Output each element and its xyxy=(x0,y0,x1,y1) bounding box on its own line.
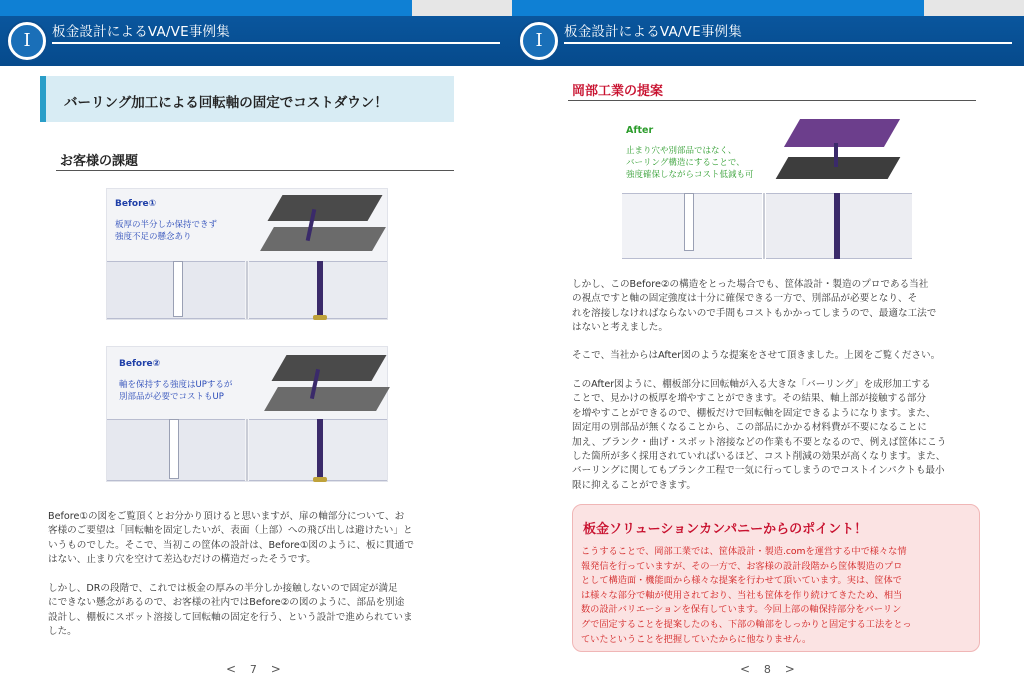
page-header xyxy=(0,0,512,66)
subtitle-box xyxy=(40,76,454,122)
plate-lower xyxy=(264,387,390,411)
next-page-button[interactable]: > xyxy=(270,662,281,676)
figure-label: Before② xyxy=(119,359,161,369)
pager-left xyxy=(226,662,281,676)
body-paragraph-2: そこで、当社からはAfter図のような提案をさせて頂きました。上図をご覧ください。 xyxy=(572,350,941,361)
header-grey-tab xyxy=(412,0,512,16)
figure-after xyxy=(622,115,912,260)
header-top-strip xyxy=(512,0,1024,16)
chapter-badge: I xyxy=(8,22,46,60)
header-grey-tab xyxy=(924,0,1024,16)
page-number: 7 xyxy=(249,663,257,676)
figure-divider xyxy=(763,193,765,259)
body-paragraph-2: しかし、DRの段階で、これでは板金の厚みの半分しか接触しないので固定が満足 にできない懸念があるので、お客様の社内ではBefore②の図のように、部品を別途 設計し、棚板にスポット溶接して回転軸の固定を行う、という設計で進められていま した。 xyxy=(48,583,413,638)
plate-lower xyxy=(260,227,386,251)
figure-note: 板厚の半分しか保持できず 強度不足の懸念あり xyxy=(115,220,218,242)
section-post xyxy=(173,261,183,317)
figure-note: 軸を保持する強度はUPするが 別部品が必要でコストもUP xyxy=(119,380,233,402)
header-title: 板金設計によるVA/VE事例集 xyxy=(564,24,742,40)
figure-divider xyxy=(246,419,248,481)
figure-label: Before① xyxy=(115,199,157,209)
chapter-badge: I xyxy=(520,22,558,60)
body-paragraph-3: このAfter図ように、棚板部分に回転軸が入る大きな「バーリング」を成形加工する ことで、見かけの板厚を増やすことができます。その結果、軸上部が接触する部分 を増やすことができるので、棚板だけで回転軸を固定できるようになります。また、 固定用の別部品が無くなることから、この部品にかかる材料費が不要になることに 加え、ブランク・曲げ・スポット溶接などの作業も不要となるので、例えば筐体にこう した箇所が多く採用されていればいるほど、コスト削減の効果が高くなります。また、 バーリングに関してもブランク工程で一気に行ってしまうのでコストインパクトも最小 限に抑えることができます。 xyxy=(572,379,947,491)
plate-upper xyxy=(267,195,382,221)
section-title: お客様の課題 xyxy=(60,154,139,169)
point-text: こうすることで、岡部工業では、筐体設計・製造.comを運営する中で様々な情 報発信を行っていますが、その一方で、お客様の設計段階から筐体製造のプロ として構造面・機能面から様々な提案を行わせて頂いています。実は、筐体で は様々な部分で軸が使用されており、当社も筐体を作り続けてきたため、相当 数の設計バリエーションを保有しています。今回上部の軸保持部分をバーリン グで固定することを提案したのも、下部の軸部をしっかりと固定する工法をとっ ていたということを把握していたからに他なりません。 xyxy=(581,546,912,645)
page-header xyxy=(512,0,1024,66)
plate-upper xyxy=(784,119,900,147)
pager-right xyxy=(740,662,795,676)
figure-before-2 xyxy=(106,346,388,482)
point-title: 板金ソリューションカンパニーからのポイント！ xyxy=(583,522,868,537)
plate-upper xyxy=(271,355,386,381)
page-number: 8 xyxy=(763,663,771,676)
figure-divider xyxy=(246,261,248,319)
subtitle-text: バーリング加工による回転軸の固定でコストダウン！ xyxy=(64,95,388,111)
header-rule xyxy=(52,42,500,44)
shaft-cutaway xyxy=(834,193,840,259)
header-rule xyxy=(564,42,1012,44)
section-rule xyxy=(56,170,454,171)
next-page-button[interactable]: > xyxy=(784,662,795,676)
prev-page-button[interactable]: < xyxy=(740,662,751,676)
point-callout-box xyxy=(572,504,980,652)
body-paragraph-1: しかし、このBefore②の構造をとった場合でも、筐体設計・製造のプロである当社 の視点ですと軸の固定強度は十分に確保できる一方で、別部品が必要となり、そ れを溶接しなければならないので手間もコストもかかってしまうので、最適な工法で はないと考えました。 xyxy=(572,279,937,334)
shaft-cutaway xyxy=(317,419,323,479)
shaft-foot xyxy=(313,477,327,482)
plate-lower xyxy=(776,157,901,179)
section-post xyxy=(169,419,179,479)
page-right xyxy=(512,0,1024,682)
header-title: 板金設計によるVA/VE事例集 xyxy=(52,24,230,40)
shaft-cutaway xyxy=(317,261,323,317)
figure-note: 止まり穴や別部品ではなく、 バーリング構造にすることで、 強度確保しながらコスト低減も可 xyxy=(626,146,754,180)
header-top-strip xyxy=(0,0,512,16)
body-paragraph-1: Before①の図をご覧頂くとお分かり頂けると思いますが、扉の軸部分について、お 客様のご要望は「回転軸を固定したいが、表面（上部）への飛び出しは避けたい」と いうものでした。そこで、当初この筐体の設計は、Before①図のように、板に貫通で はない、止まり穴を空けて差込むだけの構造だったそうです。 xyxy=(48,511,414,566)
shaft xyxy=(834,143,838,167)
figure-before-1 xyxy=(106,188,388,320)
section-post xyxy=(684,193,694,251)
section-title: 岡部工業の提案 xyxy=(572,84,664,99)
figure-label: After xyxy=(626,125,654,136)
prev-page-button[interactable]: < xyxy=(226,662,237,676)
section-rule xyxy=(568,100,976,101)
shaft-foot xyxy=(313,315,327,320)
